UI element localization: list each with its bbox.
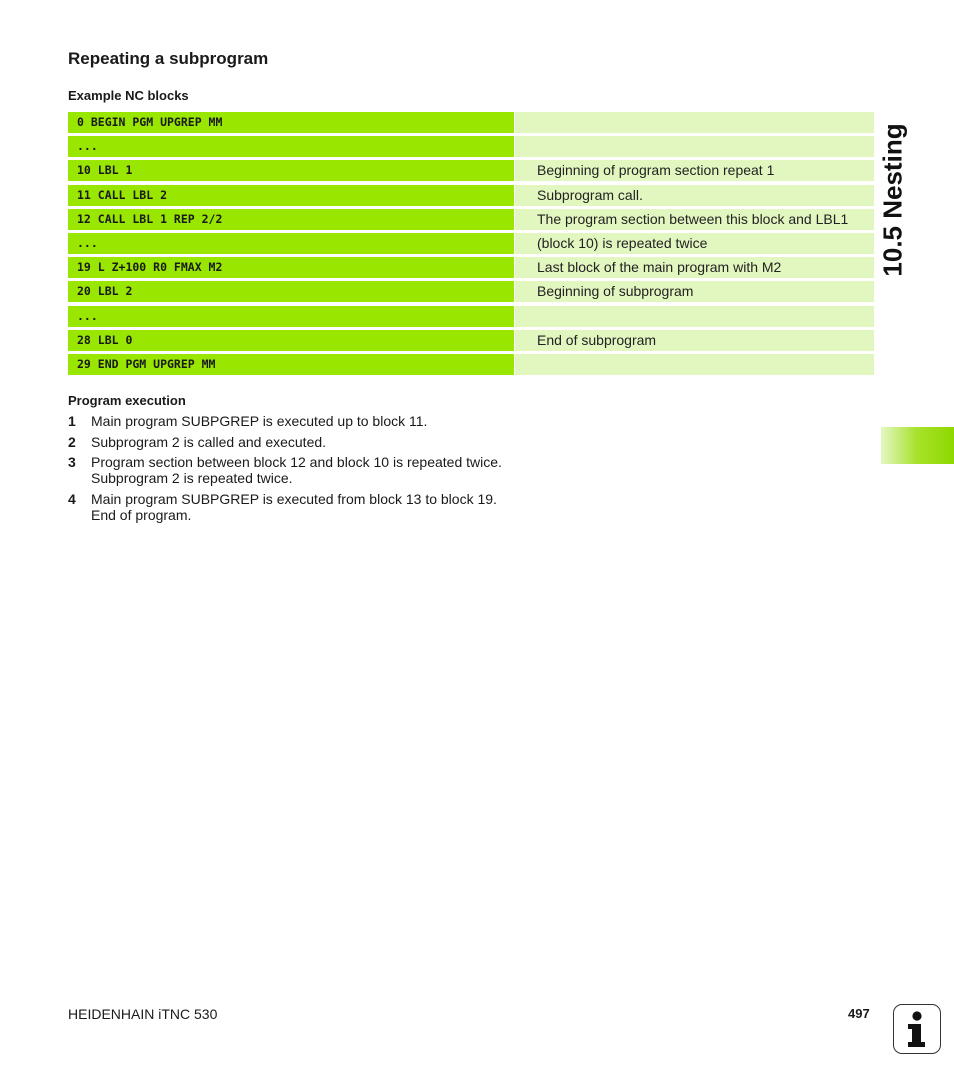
list-item	[68, 434, 528, 450]
nc-comment: Last block of the main program with M2	[515, 257, 874, 278]
step-text: Main program SUBPGREP is executed up to block 11.	[91, 413, 428, 429]
nc-row	[68, 112, 874, 133]
nc-comment: End of subprogram	[515, 330, 874, 351]
nc-comment: The program section between this block and LBL1	[515, 209, 874, 230]
step-text: Subprogram 2 is called and executed.	[91, 433, 327, 450]
step-number: 2	[68, 433, 76, 450]
nc-row	[68, 233, 874, 254]
nc-row	[68, 160, 874, 181]
nc-row	[68, 136, 874, 157]
nc-comment	[515, 112, 874, 133]
nc-comment: Beginning of program section repeat 1	[515, 160, 874, 181]
nc-row	[68, 281, 874, 302]
step-number: 3	[68, 454, 76, 470]
nc-code: 20 LBL 2	[68, 281, 514, 302]
list-item	[68, 454, 528, 486]
nc-row	[68, 185, 874, 206]
nc-row	[68, 354, 874, 375]
step-number: 4	[68, 490, 76, 507]
nc-blocks-table	[68, 112, 874, 378]
nc-code: ...	[68, 233, 514, 254]
nc-code: 12 CALL LBL 1 REP 2/2	[68, 209, 514, 230]
nc-row	[68, 257, 874, 278]
nc-code: 28 LBL 0	[68, 330, 514, 351]
nc-comment	[515, 354, 874, 375]
info-icon-glyph	[894, 1005, 939, 1052]
nc-comment	[515, 136, 874, 157]
nc-code: ...	[68, 306, 514, 327]
list-item	[68, 491, 528, 523]
section-title: Repeating a subprogram	[68, 49, 269, 68]
page-number: 497	[848, 1006, 870, 1021]
nc-row	[68, 306, 874, 327]
info-icon	[893, 1004, 941, 1054]
nc-comment: (block 10) is repeated twice	[515, 233, 874, 254]
execution-steps-list	[68, 413, 528, 527]
nc-code: 0 BEGIN PGM UPGREP MM	[68, 112, 514, 133]
nc-code: 19 L Z+100 R0 FMAX M2	[68, 257, 514, 278]
nc-code: ...	[68, 136, 514, 157]
nc-comment	[515, 306, 874, 327]
nc-row	[68, 209, 874, 230]
step-text: Program section between block 12 and block 10 is repeated twice. Subprogram 2 is repeated twice.	[91, 454, 502, 486]
nc-comment: Subprogram call.	[515, 185, 874, 206]
footer-manual-name: HEIDENHAIN iTNC 530	[68, 1006, 218, 1022]
nc-code: 29 END PGM UPGREP MM	[68, 354, 514, 375]
nc-row	[68, 330, 874, 351]
chapter-side-heading: 10.5 Nesting	[877, 123, 908, 277]
chapter-thumb-tab	[881, 427, 954, 464]
step-text: Main program SUBPGREP is executed from block 13 to block 19. End of program.	[91, 490, 497, 523]
nc-code: 11 CALL LBL 2	[68, 185, 514, 206]
nc-code: 10 LBL 1	[68, 160, 514, 181]
step-number: 1	[68, 413, 76, 429]
list-item	[68, 413, 528, 429]
execution-heading: Program execution	[68, 393, 186, 408]
example-heading: Example NC blocks	[68, 88, 189, 103]
nc-comment: Beginning of subprogram	[515, 281, 874, 302]
